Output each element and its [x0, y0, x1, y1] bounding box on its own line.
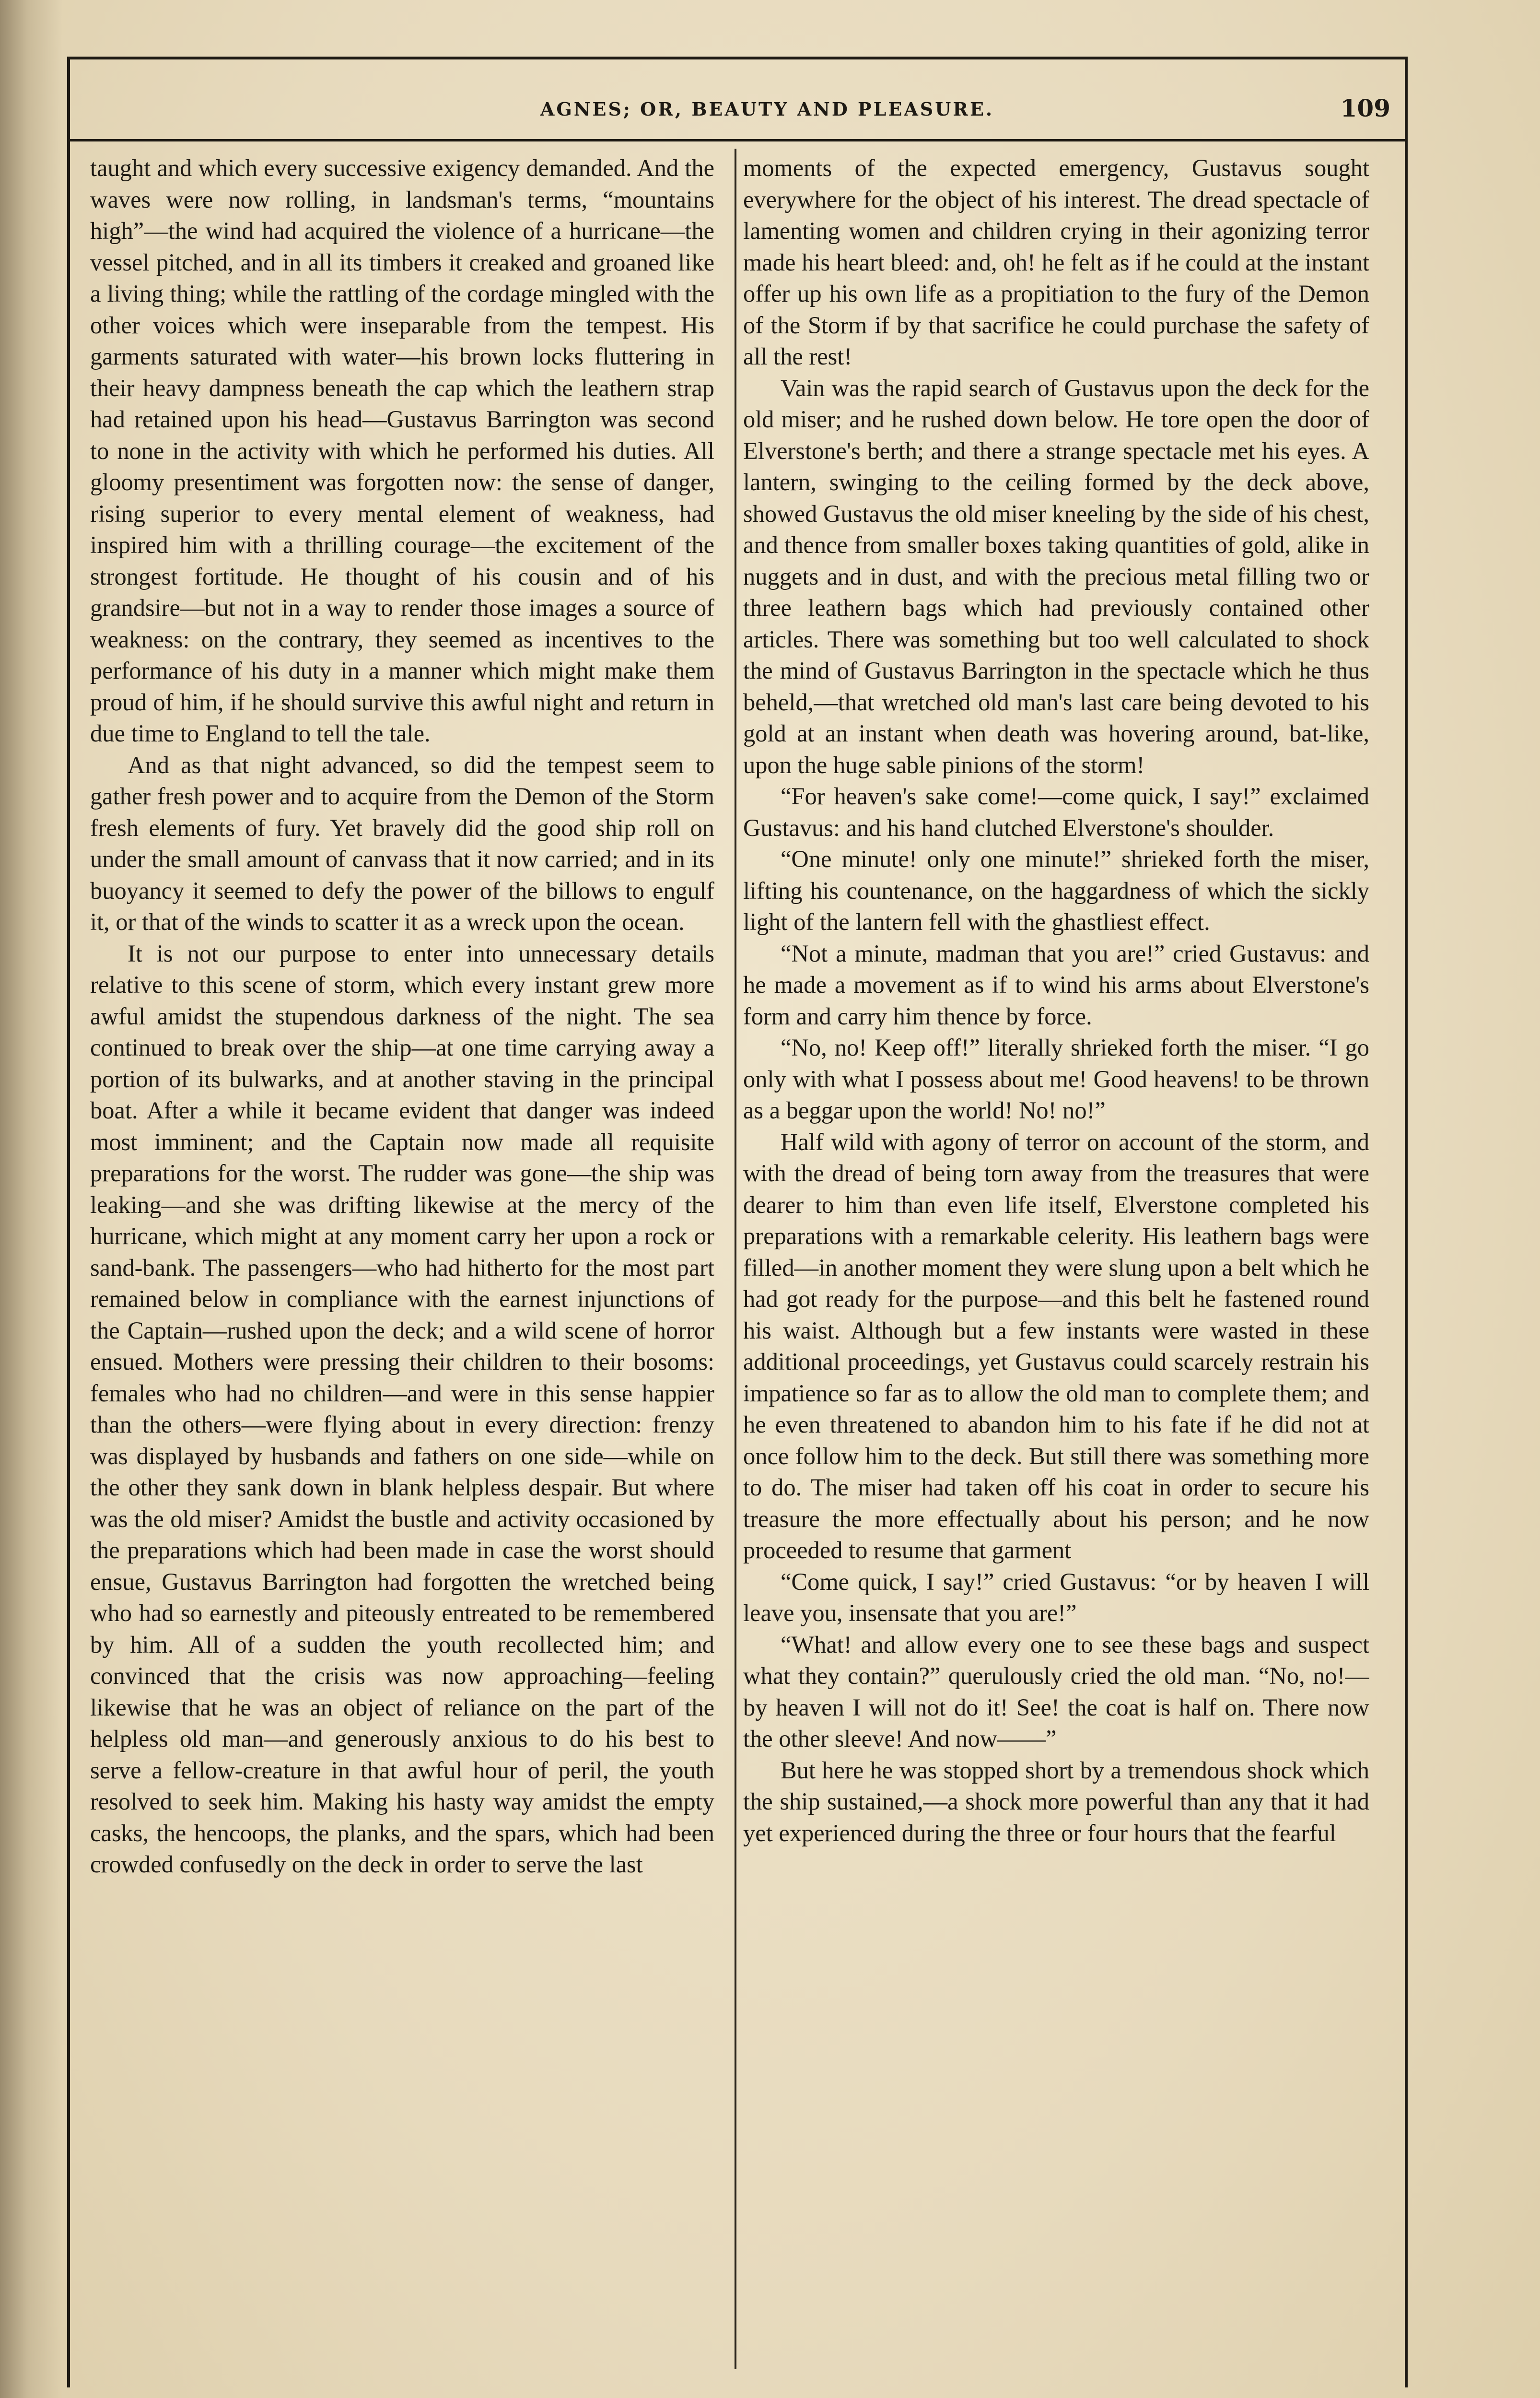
header-rule [67, 139, 1408, 141]
top-frame-rule [67, 57, 1408, 59]
running-title: AGNES; OR, BEAUTY AND PLEASURE. [540, 98, 994, 120]
paragraph: “One minute! only one minute!” shrieked forth the miser, lifting his countenance, on the haggardness of which the sickly light of the lantern fell with the ghastliest effect. [743, 846, 1369, 935]
paragraph: It is not our purpose to enter into unnecessary details relative to this scene of storm, which every instant grew more awful amidst the stupendous darkness of the night. The sea continued to break over the ship—at one time carrying away a portion of its bulwarks, and at another staving in the principal boat. After a while it became evident that danger was indeed most imminent; and the Captain now made all requisite preparations for the worst. The rudder was gone—the ship was leaking—and she was drifting likewise at the mercy of the hurricane, which might at any moment carry her upon a rock or sand-bank. The passengers—who had hitherto for the most part remained below in compliance with the earnest injunctions of the Captain—rushed upon the deck; and a wild scene of horror ensued. Mothers were pressing their children to their bosoms: females who had no children—and were in this sense happier than the others—were flying about in every direction: frenzy was displayed by husbands and fathers on one side—while on the other they sank down in blank helpless despair. But where was the old miser? Amidst the bustle and activity occasioned by the preparations which had been made in case the worst should ensue, Gustavus Barrington had forgotten the wretched being who had so earnestly and piteously entreated to be remembered by him. All of a sudden the youth recollected him; and convinced that the crisis was now approaching—feeling likewise that he was an object of reliance on the part of the helpless old man—and generously anxious to do his best to serve a fellow-creature in that awful hour of peril, the youth resolved to seek him. Making his hasty way amidst the empty casks, the hencoops, the planks, and the spars, which had been crowded confusedly on the deck in order to serve the last [90, 940, 714, 1878]
binding-shadow [0, 0, 62, 2398]
right-frame-rule [1405, 57, 1408, 2387]
paragraph: Half wild with agony of terror on account of the storm, and with the dread of being torn away from the treasures that were dearer to him than even life itself, Elverstone completed his preparations with a remarkable celerity. His leathern bags were filled—in another moment they were slung upon a belt which he had got ready for the purpose—and this belt he fastened round his waist. Although but a few instants were wasted in these additional proceedings, yet Gustavus could scarcely restrain his impatience so far as to allow the old man to complete them; and he even threatened to abandon him to his fate if he did not at once follow him to the deck. But still there was something more to do. The miser had taken off his coat in order to secure his treasure the more effectually about his person; and he now proceeded to resume that garment [743, 1128, 1369, 1563]
left-frame-rule [67, 57, 70, 2387]
right-column [743, 153, 1369, 2359]
paragraph: “Come quick, I say!” cried Gustavus: “or by heaven I will leave you, insensate that you are!” [743, 1568, 1369, 1626]
left-column [90, 153, 714, 2359]
paragraph: moments of the expected emergency, Gustavus sought everywhere for the object of his interest. The dread spectacle of lamenting women and children crying in their agonizing terror made his heart bleed: and, oh! he felt as if he could at the instant offer up his own life as a propitiation to the fury of the Demon of the Storm if by that sacrifice he could purchase the safety of all the rest! [743, 154, 1369, 370]
paragraph: “For heaven's sake come!—come quick, I say!” exclaimed Gustavus: and his hand clutched Elverstone's shoulder. [743, 783, 1369, 841]
paragraph: And as that night advanced, so did the tempest seem to gather fresh power and to acquire from the Demon of the Storm fresh elements of fury. Yet bravely did the good ship roll on under the small amount of canvass that it now carried; and in its buoyancy it seemed to defy the power of the billows to engulf it, or that of the winds to scatter it as a wreck upon the ocean. [90, 751, 714, 935]
page-number: 109 [1340, 94, 1390, 122]
paragraph: taught and which every successive exigency demanded. And the waves were now rolling, in landsman's terms, “mountains high”—the wind had acquired the violence of a hurricane—the vessel pitched, and in all its timbers it creaked and groaned like a living thing; while the rattling of the cordage mingled with the other voices which were inseparable from the tempest. His garments saturated with water—his brown locks fluttering in their heavy dampness beneath the cap which the leathern strap had retained upon his head—Gustavus Barrington was second to none in the activity with which he performed his duties. All gloomy presentiment was forgotten now: the sense of danger, rising superior to every mental element of weakness, had inspired him with a thrilling courage—the excitement of the strongest fortitude. He thought of his cousin and of his grandsire—but not in a way to render those images a source of weakness: on the contrary, they seemed as incentives to the performance of his duty in a manner which might make them proud of him, if he should survive this awful night and return in due time to England to tell the tale. [90, 154, 714, 747]
paragraph: “What! and allow every one to see these bags and suspect what they contain?” querulously cried the old man. “No, no!—by heaven I will not do it! See! the coat is half on. There now the other sleeve! And now——” [743, 1631, 1369, 1752]
paragraph: Vain was the rapid search of Gustavus upon the deck for the old miser; and he rushed down below. He tore open the door of Elverstone's berth; and there a strange spectacle met his eyes. A lantern, swinging to the ceiling formed by the deck above, showed Gustavus the old miser kneeling by the side of his chest, and thence from smaller boxes taking quantities of gold, alike in nuggets and in dust, and with the precious metal filling two or three leathern bags which had previously contained other articles. There was something but too well calculated to shock the mind of Gustavus Barrington in the spectacle which he thus beheld,—that wretched old man's last care being devoted to his gold at an instant when death was hovering around, bat-like, upon the huge sable pinions of the storm! [743, 374, 1369, 778]
paragraph: But here he was stopped short by a tremendous shock which the ship sustained,—a shock more powerful than any that it had yet experienced during the three or four hours that the fearful [743, 1756, 1369, 1846]
column-divider [735, 149, 736, 2369]
paragraph: “Not a minute, madman that you are!” cried Gustavus: and he made a movement as if to wind his arms about Elverstone's form and carry him thence by force. [743, 940, 1369, 1030]
paragraph: “No, no! Keep off!” literally shrieked forth the miser. “I go only with what I possess about me! Good heavens! to be thrown as a beggar upon the world! No! no!” [743, 1034, 1369, 1124]
